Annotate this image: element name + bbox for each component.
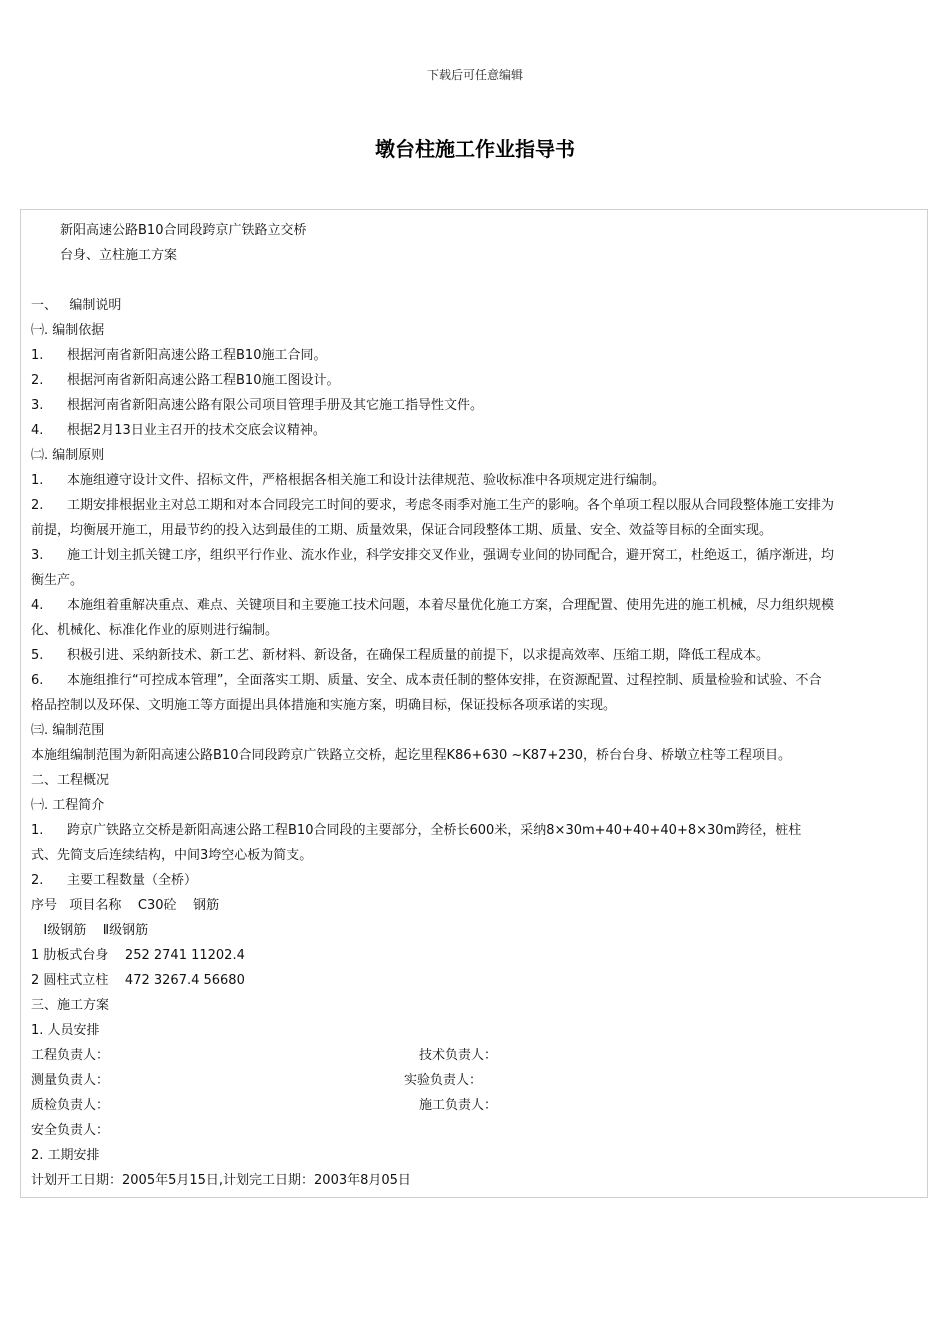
list-item: 2. 主要工程数量（全桥） — [31, 873, 198, 888]
quantity-table-subheader: Ⅰ级钢筋 Ⅱ级钢筋 — [31, 923, 149, 938]
subsection-heading: 2. 工期安排 — [31, 1148, 100, 1163]
staff-row: 安全负责人： — [31, 1123, 110, 1138]
intro-line: 新阳高速公路B10合同段跨京广铁路立交桥 — [60, 223, 307, 238]
list-item: 1. 根据河南省新阳高速公路工程B10施工合同。 — [31, 348, 327, 363]
paragraph: 计划开工日期：2005年5月15日,计划完工日期：2003年8月05日 — [31, 1173, 411, 1188]
paragraph: 本施组编制范围为新阳高速公路B10合同段跨京广铁路立交桥，起讫里程K86+630 ~K87+230，桥台台身、桥墩立柱等工程项目。 — [31, 748, 792, 763]
document-body — [31, 218, 921, 1193]
list-item-continuation: 格品控制以及环保、文明施工等方面提出具体措施和实施方案，明确目标，保证投标各项承诺的实现。 — [31, 698, 617, 713]
header-note: 下载后可任意编辑 — [426, 68, 523, 82]
list-item-continuation: 前提，均衡展开施工，用最节约的投入达到最佳的工期、质量效果，保证合同段整体工期、质量、安全、效益等目标的全面实现。 — [31, 523, 773, 538]
list-item: 1. 跨京广铁路立交桥是新阳高速公路工程B10合同段的主要部分，全桥长600米，采纳8×30m+40+40+40+8×30m跨径，桩柱 — [31, 823, 802, 838]
list-item: 3. 根据河南省新阳高速公路有限公司项目管理手册及其它施工指导性文件。 — [31, 398, 484, 413]
section-heading: 二、工程概况 — [31, 773, 110, 788]
subsection-heading: ㈡. 编制原则 — [31, 448, 105, 463]
quantity-table-row: 1 肋板式台身 252 2741 11202.4 — [31, 948, 245, 963]
list-item: 6. 本施组推行“可控成本管理”，全面落实工期、质量、安全、成本责任制的整体安排，在资源配置、过程控制、质量检验和试验、不合 — [31, 673, 822, 688]
staff-row: 质检负责人： 施工负责人： — [31, 1098, 498, 1113]
subsection-heading: ㈢. 编制范围 — [31, 723, 105, 738]
section-heading: 三、施工方案 — [31, 998, 110, 1013]
quantity-table-header: 序号 项目名称 C30砼 钢筋 — [31, 898, 220, 913]
section-heading: 一、 编制说明 — [31, 298, 122, 313]
list-item-continuation: 式、先简支后连续结构，中间3垮空心板为简支。 — [31, 848, 313, 863]
list-item: 3. 施工计划主抓关键工序，组织平行作业、流水作业，科学安排交叉作业，强调专业间的协同配合，避开窝工，杜绝返工，循序渐进，均 — [31, 548, 835, 563]
document-title: 墩台柱施工作业指导书 — [375, 137, 575, 161]
list-item: 4. 根据2月13日业主召开的技术交底会议精神。 — [31, 423, 326, 438]
list-item: 1. 本施组遵守设计文件、招标文件，严格根据各相关施工和设计法律规范、验收标准中各项规定进行编制。 — [31, 473, 666, 488]
staff-row: 测量负责人： 实验负责人： — [31, 1073, 483, 1088]
intro-line: 台身、立柱施工方案 — [60, 248, 178, 263]
quantity-table-row: 2 圆柱式立柱 472 3267.4 56680 — [31, 973, 245, 988]
list-item: 5. 积极引进、采纳新技术、新工艺、新材料、新设备，在确保工程质量的前提下，以求提高效率、压缩工期，降低工程成本。 — [31, 648, 770, 663]
list-item: 2. 工期安排根据业主对总工期和对本合同段完工时间的要求，考虑冬雨季对施工生产的影响。各个单项工程以服从合同段整体施工安排为 — [31, 498, 835, 513]
list-item: 4. 本施组着重解决重点、难点、关键项目和主要施工技术问题，本着尽量优化施工方案，合理配置、使用先进的施工机械，尽力组织规模 — [31, 598, 835, 613]
list-item-continuation: 衡生产。 — [31, 573, 84, 588]
list-item-continuation: 化、机械化、标准化作业的原则进行编制。 — [31, 623, 279, 638]
subsection-heading: ㈠. 工程简介 — [31, 798, 105, 813]
list-item: 2. 根据河南省新阳高速公路工程B10施工图设计。 — [31, 373, 340, 388]
subsection-heading: 1. 人员安排 — [31, 1023, 100, 1038]
subsection-heading: ㈠. 编制依据 — [31, 323, 105, 338]
staff-row: 工程负责人： 技术负责人： — [31, 1048, 498, 1063]
